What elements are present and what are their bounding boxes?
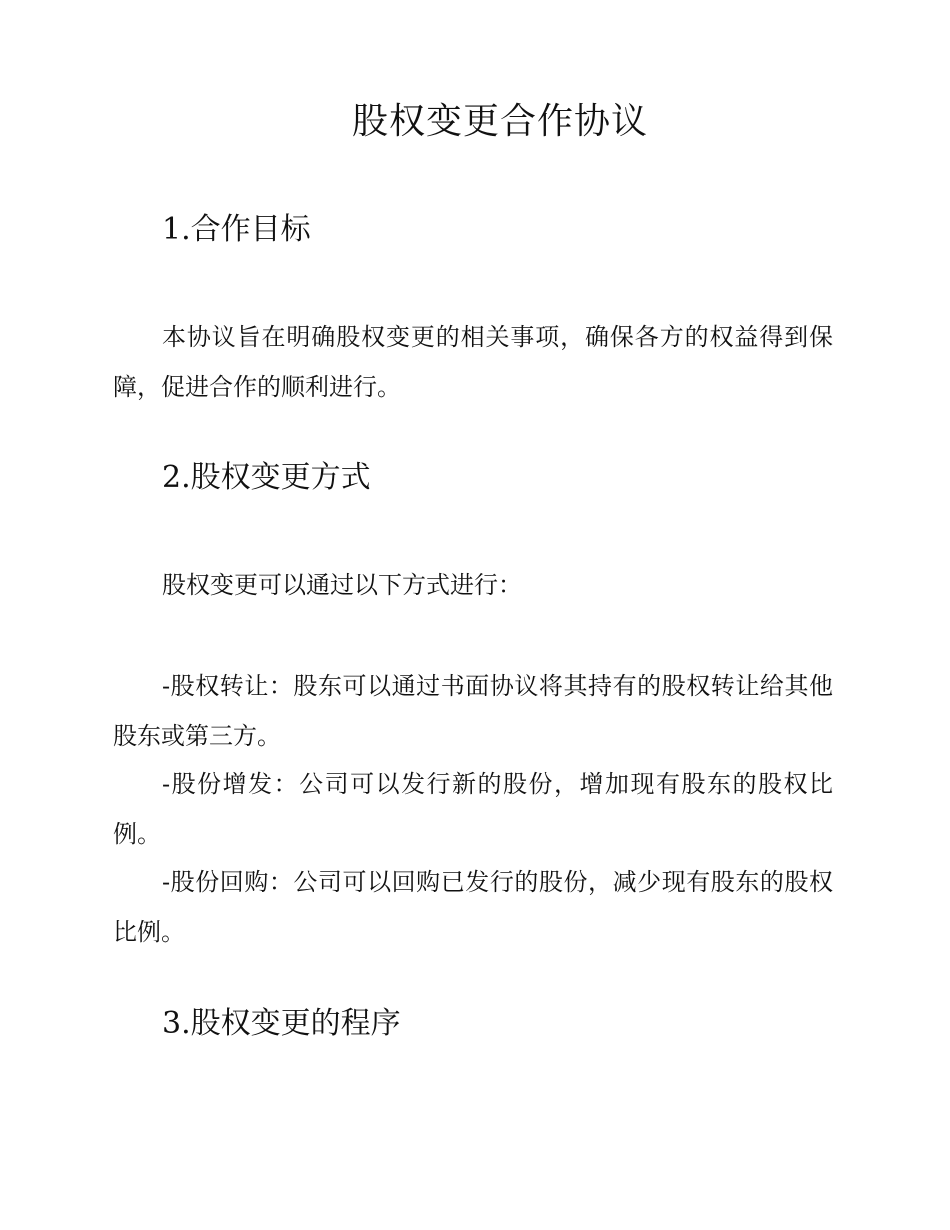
- list-item-share-buyback: -股份回购：公司可以回购已发行的股份，减少现有股东的股权比例。: [113, 868, 833, 946]
- section-paragraph: 本协议旨在明确股权变更的相关事项，确保各方的权益得到保障，促进合作的顺利进行。: [113, 323, 833, 401]
- section-heading-change-procedure: 3.股权变更的程序: [162, 1006, 401, 1041]
- section-intro: 股权变更可以通过以下方式进行：: [162, 571, 522, 599]
- list-item-share-transfer: -股权转让：股东可以通过书面协议将其持有的股权转让给其他股东或第三方。: [113, 672, 833, 750]
- section-heading-cooperation-goal: 1.合作目标: [162, 212, 311, 247]
- section-heading-change-methods: 2.股权变更方式: [162, 460, 371, 495]
- document-title: 股权变更合作协议: [351, 101, 648, 142]
- list-item-share-issuance: -股份增发：公司可以发行新的股份，增加现有股东的股权比例。: [113, 770, 833, 848]
